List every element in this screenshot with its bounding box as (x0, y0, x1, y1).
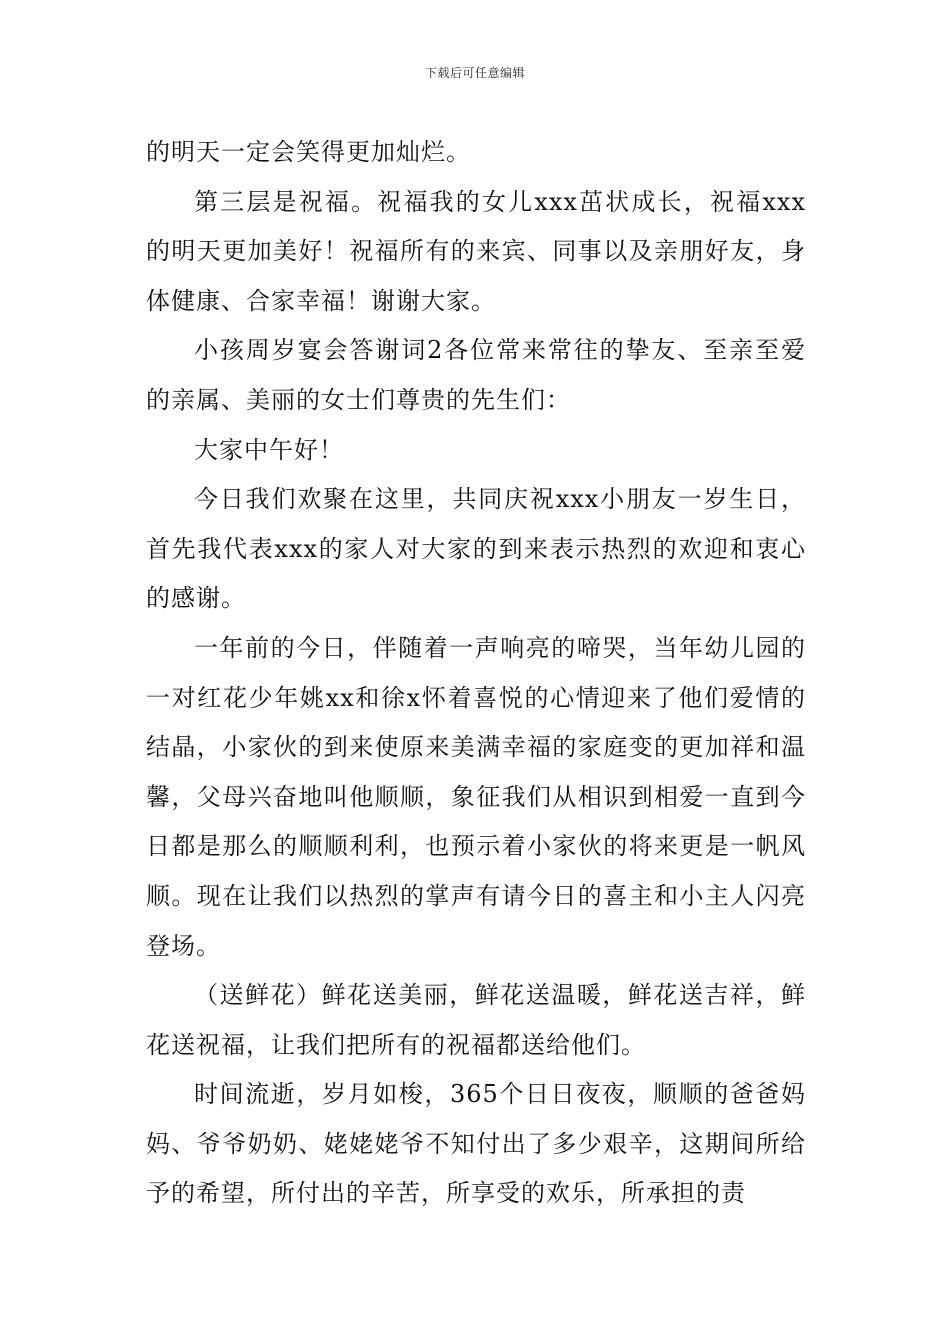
paragraph-2: 第三层是祝福。祝福我的女儿xxx茁状成长，祝福xxx的明天更加美好！祝福所有的来宾、同事以及亲朋好友，身体健康、合家幸福！谢谢大家。 (146, 187, 806, 315)
paragraph-7: （送鲜花）鲜花送美丽，鲜花送温暖，鲜花送吉祥，鲜花送祝福，让我们把所有的祝福都送给他们。 (146, 981, 806, 1059)
paragraph-6: 一年前的今日，伴随着一声响亮的啼哭，当年幼儿园的一对红花少年姚xx和徐x怀着喜悦的心情迎来了他们爱情的结晶，小家伙的到来使原来美满幸福的家庭变的更加祥和温馨，父母兴奋地叫他顺顺，象征我们从相识到相爱一直到今日都是那么的顺顺利利，也预示着小家伙的将来更是一帆风顺。现在让我们以热烈的掌声有请今日的喜主和小主人闪亮登场。 (146, 633, 806, 960)
paragraph-1: 的明天一定会笑得更加灿烂。 (146, 138, 471, 166)
paragraph-5: 今日我们欢聚在这里，共同庆祝xxx小朋友一岁生日，首先我代表xxx的家人对大家的到来表示热烈的欢迎和衷心的感谢。 (146, 485, 806, 613)
paragraph-3: 小孩周岁宴会答谢词2各位常来常往的挚友、至亲至爱的亲属、美丽的女士们尊贵的先生们： (146, 336, 806, 414)
paragraph-8: 时间流逝，岁月如梭，365个日日夜夜，顺顺的爸爸妈妈、爷爷奶奶、姥姥姥爷不知付出了多少艰辛，这期间所给予的希望，所付出的辛苦，所享受的欢乐，所承担的责 (146, 1080, 806, 1208)
document-body (146, 128, 806, 1219)
paragraph-4: 大家中午好！ (194, 435, 344, 464)
page-header: 下载后可任意编辑 (424, 66, 525, 80)
